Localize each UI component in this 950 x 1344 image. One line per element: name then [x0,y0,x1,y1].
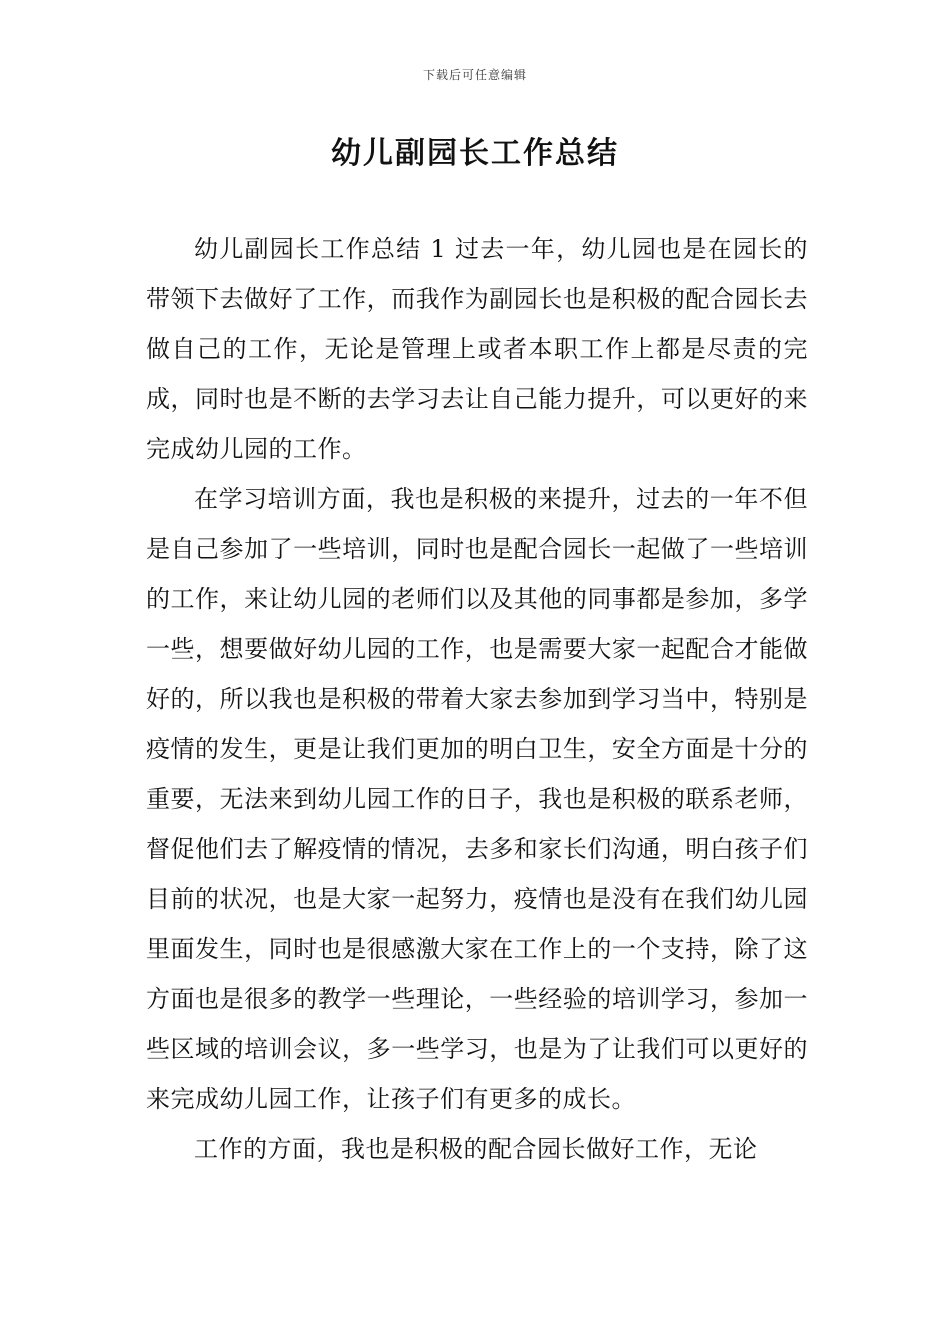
paragraph: 工作的方面，我也是积极的配合园长做好工作，无论 [194,1135,758,1163]
paragraph: 在学习培训方面，我也是积极的来提升，过去的一年不但是自己参加了一些培训，同时也是配合园长一起做了一些培训的工作，来让幼儿园的老师们以及其他的同事都是参加，多学一些，想要做好幼儿园的工作，也是需要大家一起配合才能做好的，所以我也是积极的带着大家去参加到学习当中，特别是疫情的发生，更是让我们更加的明白卫生，安全方面是十分的重要，无法来到幼儿园工作的日子，我也是积极的联系老师，督促他们去了解疫情的情况，去多和家长们沟通，明白孩子们目前的状况，也是大家一起努力，疫情也是没有在我们幼儿园里面发生，同时也是很感激大家在工作上的一个支持，除了这方面也是很多的教学一些理论，一些经验的培训学习，参加一些区域的培训会议，多一些学习，也是为了让我们可以更好的来完成幼儿园工作，让孩子们有更多的成长。 [146,485,808,1113]
paragraph: 幼儿副园长工作总结 1 过去一年，幼儿园也是在园长的带领下去做好了工作，而我作为副园长也是积极的配合园长去做自己的工作，无论是管理上或者本职工作上都是尽责的完成，同时也是不断的去学习去让自己能力提升，可以更好的来完成幼儿园的工作。 [146,235,808,463]
header-note: 下载后可任意编辑 [422,68,527,82]
document-title: 幼儿副园长工作总结 [331,136,619,171]
document-body [146,224,808,1174]
